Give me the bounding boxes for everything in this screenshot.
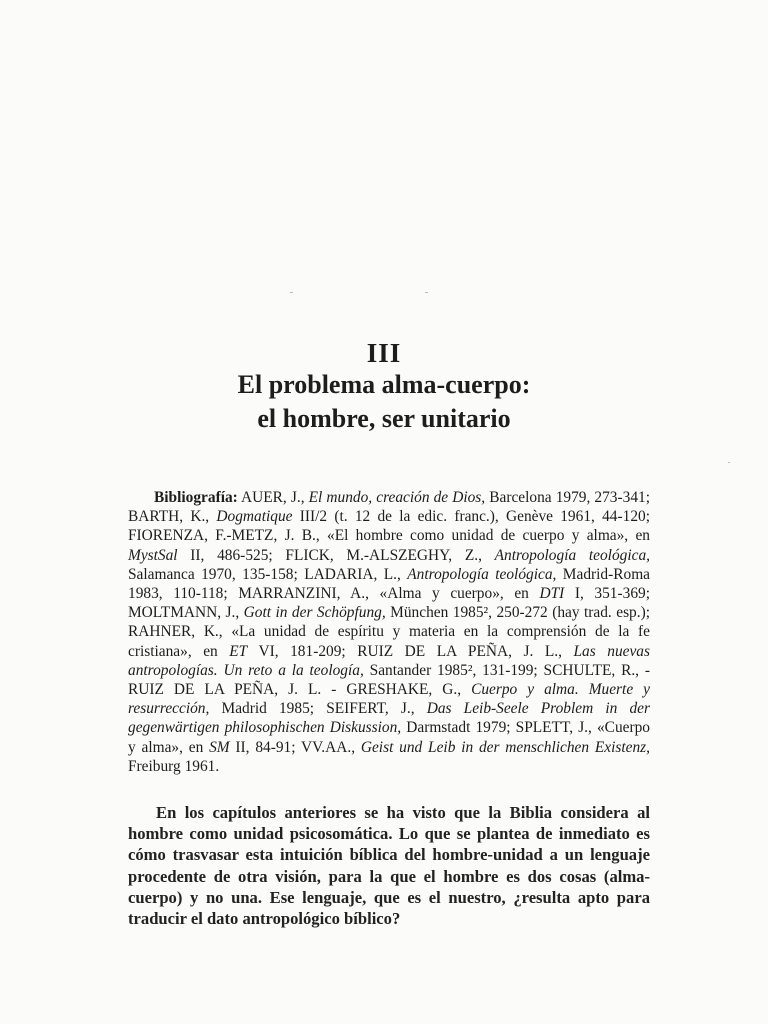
bibliography-text: Salamanca 1970, 135-158; LADARIA, L., [128, 565, 408, 583]
chapter-number: III [366, 338, 402, 368]
bibliography-text: Freiburg 1961. [128, 757, 220, 775]
bibliography-italic-title: Las nuevas antropologías. Un reto a la teología, [128, 642, 650, 679]
bibliography [128, 488, 650, 776]
bibliography-text: I, 351-369; MOLTMANN, J., [128, 585, 650, 622]
body-paragraph: En los capítulos anteriores se ha visto que la Biblia considera al hombre como unidad psicosomática. Lo que se plantea de inmediato es cómo trasvasar esta intuición bíblica del hombre-unidad a un lenguaje procedente de otra visión, para la que el hombre es dos cosas (alma-cuerpo) y no una. Ese lenguaje, que es el nuestro, ¿resulta apto para traducir el dato antropológico bíblico? [128, 803, 650, 929]
bibliography-text: Barcelona 1979, 273-341; BARTH, K., [128, 489, 650, 526]
bibliography-text: Santander 1985², 131-199; SCHULTE, R., - RUIZ DE LA PEÑA, J. L. - GRESHAKE, G., [128, 661, 650, 699]
bibliography-italic-title: Das Leib-Seele Problem in der gegenwärtigen philosophischen Diskussion, [128, 700, 651, 737]
bibliography-italic-title: El mundo, creación de Dios, [308, 489, 486, 506]
bibliography-text: München 1985², 250-272 (hay trad. esp.); RAHNER, K., «La unidad de espíritu y materia en la comprensión de la fe cristiana», en [128, 604, 650, 660]
bibliography-italic-title: Antropología teológica, [494, 546, 650, 564]
bibliography-italic-title: ET [229, 642, 248, 660]
bibliography-text: II, 486-525; FLICK, M.-ALSZEGHY, Z., [177, 546, 495, 564]
bibliography-text: AUER, J., [237, 489, 309, 506]
bibliography-text: VI, 181-209; RUIZ DE LA PEÑA, J. L., [247, 642, 574, 660]
bibliography-italic-title: Cuerpo y alma. Muerte y resurrección, [128, 681, 650, 718]
scan-speck [290, 292, 293, 293]
bibliography-text: Madrid-Roma 1983, 110-118; MARRANZINI, A., «Alma y cuerpo», en [128, 565, 650, 603]
bibliography-italic-title: DTI [539, 585, 565, 603]
chapter-title [0, 368, 768, 436]
bibliography-entries [128, 489, 650, 775]
bibliography-text: Madrid 1985; SEIFERT, J., [209, 700, 427, 718]
scan-speck [728, 462, 730, 463]
bibliography-italic-title: Gott in der Schöpfung, [243, 604, 386, 622]
bibliography-italic-title: Dogmatique [216, 508, 293, 526]
chapter-title-line: el hombre, ser unitario [257, 404, 511, 433]
bibliography-text: Darmstadt 1979; SPLETT, J., «Cuerpo y alma», en [128, 719, 650, 756]
bibliography-text: III/2 (t. 12 de la edic. franc.), Genève 1961, 44-120; FIORENZA, F.-METZ, J. B., «El hombre como unidad de cuerpo y alma», en [128, 508, 650, 545]
bibliography-italic-title: Antropología teológica, [407, 565, 557, 583]
bibliography-italic-title: MystSal [128, 546, 178, 564]
bibliography-italic-title: SM [209, 738, 230, 756]
scan-speck [425, 292, 428, 293]
chapter-title-line: El problema alma-cuerpo: [237, 370, 531, 399]
bibliography-italic-title: Geist und Leib in der menschlichen Existenz, [360, 738, 650, 756]
bibliography-lead: Bibliografía: [154, 489, 238, 506]
bibliography-text: II, 84-91; VV.AA., [229, 738, 361, 756]
